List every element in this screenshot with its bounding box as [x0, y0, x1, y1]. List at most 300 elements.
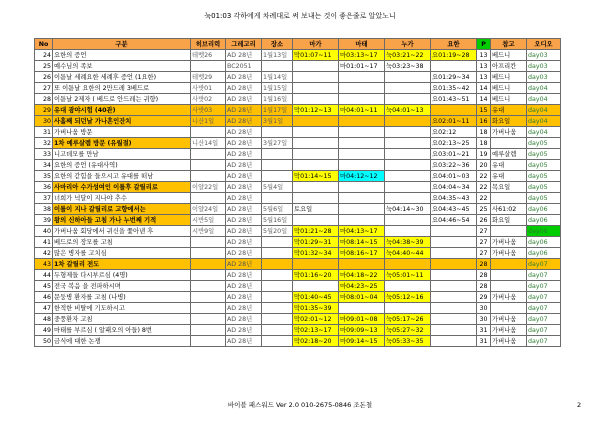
row-reference: 가버나움 — [491, 237, 527, 248]
row-matthew-ref — [339, 215, 385, 226]
row-date — [262, 336, 293, 347]
table-row — [35, 160, 561, 171]
row-john-ref — [431, 314, 477, 325]
row-hebrew-date — [191, 314, 226, 325]
row-matthew-ref — [339, 160, 385, 171]
row-reference: 예루살렘 — [491, 149, 527, 160]
row-date: 1월16일 — [262, 94, 293, 105]
row-audio-day: day07 — [527, 325, 561, 336]
row-p: 28 — [477, 281, 491, 292]
row-audio-day: day06 — [527, 237, 561, 248]
row-john-ref: 요04:43~45 — [431, 204, 477, 215]
row-title: 전국 복음 을 전파하시며 — [53, 281, 191, 292]
schedule-table — [34, 38, 561, 347]
row-matthew-ref: 마03:13~17 — [339, 50, 385, 61]
row-number: 41 — [35, 237, 53, 248]
row-john-ref: 요01:35~42 — [431, 83, 477, 94]
row-matthew-ref: 마04:12~12 — [339, 171, 385, 182]
row-hebrew-date — [191, 160, 226, 171]
row-john-ref — [431, 259, 477, 270]
row-matthew-ref — [339, 127, 385, 138]
row-title: 금식에 대한 논쟁 — [53, 336, 191, 347]
table-row — [35, 50, 561, 61]
table-row — [35, 303, 561, 314]
row-p: 22 — [477, 171, 491, 182]
row-audio-day: day05 — [527, 149, 561, 160]
row-audio-day: day07 — [527, 336, 561, 347]
row-title: 이틀이 지나 갈릴리로 고향에서는 — [53, 204, 191, 215]
row-p: 28 — [477, 259, 491, 270]
row-reference: 유대 — [491, 105, 527, 116]
row-hebrew-date: 사밧03 — [191, 105, 226, 116]
row-luke-ref: 눅03:23~38 — [385, 61, 431, 72]
row-luke-ref: 눅05:12~16 — [385, 292, 431, 303]
row-date — [262, 314, 293, 325]
row-reference — [491, 226, 527, 237]
row-reference: 목요일 — [491, 182, 527, 193]
row-luke-ref — [385, 138, 431, 149]
row-mark-ref — [293, 193, 339, 204]
row-john-ref: 요01:19~28 — [431, 50, 477, 61]
row-reference — [491, 193, 527, 204]
row-reference: 가버나움 — [491, 325, 527, 336]
row-date — [262, 171, 293, 182]
row-audio-day: day05 — [527, 171, 561, 182]
row-audio-day: day07 — [527, 303, 561, 314]
row-reference: 유대 — [491, 160, 527, 171]
row-title: 가버나움 회당에서 귀신을 쫓아낸 후 — [53, 226, 191, 237]
row-john-ref: 요01:29~34 — [431, 72, 477, 83]
row-reference: 베드니 — [491, 83, 527, 94]
row-luke-ref — [385, 72, 431, 83]
row-matthew-ref — [339, 94, 385, 105]
row-john-ref: 요04:04~34 — [431, 182, 477, 193]
col-header-gregorian: 그레고리 — [226, 39, 262, 50]
row-gregorian-year: AD 28년 — [226, 83, 262, 94]
row-audio-day: day07 — [527, 270, 561, 281]
row-mark-ref — [293, 116, 339, 127]
row-audio-day: day07 — [527, 281, 561, 292]
row-mark-ref: 막01:40~45 — [293, 292, 339, 303]
row-date: 5월6일 — [262, 204, 293, 215]
row-number: 48 — [35, 314, 53, 325]
row-hebrew-date: 시반9일 — [191, 226, 226, 237]
row-mark-ref — [293, 281, 339, 292]
row-luke-ref — [385, 127, 431, 138]
row-number: 39 — [35, 215, 53, 226]
row-p: 31 — [477, 336, 491, 347]
row-date — [262, 237, 293, 248]
row-matthew-ref — [339, 72, 385, 83]
row-luke-ref: 눅04:01~13 — [385, 105, 431, 116]
row-date: 3월1일 — [262, 116, 293, 127]
row-reference: 사61:02 — [491, 204, 527, 215]
col-header-mark: 마가 — [293, 39, 339, 50]
col-header-p: P — [477, 39, 491, 50]
row-number: 24 — [35, 50, 53, 61]
row-matthew-ref: 마08:14~15 — [339, 237, 385, 248]
row-john-ref: 요01:43~51 — [431, 94, 477, 105]
table-row — [35, 226, 561, 237]
row-mark-ref: 막01:12~13 — [293, 105, 339, 116]
row-audio-day: day05 — [527, 138, 561, 149]
row-hebrew-date — [191, 171, 226, 182]
row-date: 5월16일 — [262, 215, 293, 226]
row-gregorian-year: AD 28년 — [226, 193, 262, 204]
row-gregorian-year: AD 28년 — [226, 314, 262, 325]
table-row — [35, 138, 561, 149]
row-luke-ref — [385, 83, 431, 94]
row-gregorian-year: AD 28년 — [226, 270, 262, 281]
row-p: 30 — [477, 303, 491, 314]
row-date — [262, 259, 293, 270]
row-number: 38 — [35, 204, 53, 215]
row-number: 31 — [35, 127, 53, 138]
row-luke-ref — [385, 226, 431, 237]
row-audio-day: day04 — [527, 105, 561, 116]
row-p: 14 — [477, 94, 491, 105]
row-audio-day: day03 — [527, 72, 561, 83]
row-gregorian-year: AD 28년 — [226, 138, 262, 149]
footer: 바이블 패스워드 Ver 2.0 010-2675-0846 조돈철 — [227, 401, 373, 409]
row-gregorian-year: AD 28년 — [226, 171, 262, 182]
row-date: 1월14일 — [262, 72, 293, 83]
row-luke-ref — [385, 171, 431, 182]
row-audio-day: day07 — [527, 314, 561, 325]
row-hebrew-date — [191, 61, 226, 72]
row-audio-day: day07 — [527, 259, 561, 270]
row-luke-ref — [385, 303, 431, 314]
table-row — [35, 204, 561, 215]
row-john-ref — [431, 226, 477, 237]
row-title: 문둥병 환자를 고침 (나병) — [53, 292, 191, 303]
row-date — [262, 61, 293, 72]
table-row — [35, 336, 561, 347]
row-p: 22 — [477, 182, 491, 193]
row-gregorian-year: AD 28년 — [226, 160, 262, 171]
row-number: 37 — [35, 193, 53, 204]
row-mark-ref — [293, 160, 339, 171]
row-number: 49 — [35, 325, 53, 336]
row-hebrew-date — [191, 281, 226, 292]
row-number: 33 — [35, 149, 53, 160]
row-number: 45 — [35, 281, 53, 292]
page-number: 2 — [577, 401, 582, 409]
row-hebrew-date — [191, 292, 226, 303]
row-john-ref — [431, 292, 477, 303]
row-title: 너희가 넉달이 지나야 추수 — [53, 193, 191, 204]
row-matthew-ref — [339, 303, 385, 314]
row-number: 35 — [35, 171, 53, 182]
row-hebrew-date — [191, 127, 226, 138]
row-number: 30 — [35, 116, 53, 127]
table-row — [35, 215, 561, 226]
col-header-ref: 참고 — [491, 39, 527, 50]
row-reference — [491, 270, 527, 281]
row-matthew-ref — [339, 193, 385, 204]
row-gregorian-year: BC2051 — [226, 61, 262, 72]
row-p: 27 — [477, 226, 491, 237]
row-p: 26 — [477, 215, 491, 226]
row-luke-ref: 눅04:14~30 — [385, 204, 431, 215]
row-audio-day: day04 — [527, 127, 561, 138]
row-date — [262, 149, 293, 160]
row-title: 요한의 증언 — [53, 50, 191, 61]
row-gregorian-year: AD 28년 — [226, 149, 262, 160]
row-reference: 베드니 — [491, 50, 527, 61]
row-number: 43 — [35, 259, 53, 270]
row-title: 마태를 부르심 ( 알패오의 아들) 8번 — [53, 325, 191, 336]
row-number: 26 — [35, 72, 53, 83]
row-hebrew-date — [191, 325, 226, 336]
table-row — [35, 259, 561, 270]
row-reference — [491, 281, 527, 292]
row-reference: 베드니 — [491, 94, 527, 105]
row-date — [262, 303, 293, 314]
row-number: 46 — [35, 292, 53, 303]
row-gregorian-year: AD 28년 — [226, 50, 262, 61]
row-audio-day: day06 — [527, 226, 561, 237]
row-matthew-ref — [339, 259, 385, 270]
row-title: 이튿날 2제자 ( 베드로 안드레는 귀향) — [53, 94, 191, 105]
row-mark-ref: 막01:14~15 — [293, 171, 339, 182]
row-title: 사마리아 수가성여인 이틀후 갈릴리로 — [53, 182, 191, 193]
row-number: 28 — [35, 94, 53, 105]
row-luke-ref — [385, 281, 431, 292]
row-john-ref — [431, 281, 477, 292]
row-number: 42 — [35, 248, 53, 259]
row-date: 1월17일 — [262, 105, 293, 116]
row-title: 요한의 갇힘을 들으시고 유대를 떠남 — [53, 171, 191, 182]
row-mark-ref: 막02:13~17 — [293, 325, 339, 336]
row-john-ref: 요02:13~25 — [431, 138, 477, 149]
row-matthew-ref: 마09:09~13 — [339, 325, 385, 336]
row-matthew-ref: 마01:01~17 — [339, 61, 385, 72]
row-reference: 가버나움 — [491, 127, 527, 138]
row-date — [262, 248, 293, 259]
row-matthew-ref — [339, 83, 385, 94]
row-john-ref — [431, 105, 477, 116]
row-gregorian-year: AD 28년 — [226, 336, 262, 347]
row-title: 두형제들 다시부르심 (4명) — [53, 270, 191, 281]
page-title: 눅01:03 각하에게 차례대로 써 보내는 것이 좋은줄로 알았노니 — [204, 12, 396, 20]
row-matthew-ref — [339, 138, 385, 149]
row-p: 13 — [477, 50, 491, 61]
row-gregorian-year: AD 28년 — [226, 105, 262, 116]
row-hebrew-date — [191, 237, 226, 248]
row-gregorian-year: AD 28년 — [226, 303, 262, 314]
row-audio-day: day07 — [527, 292, 561, 303]
col-header-hebrew: 히브리력 — [191, 39, 226, 50]
row-title: 많은 병자를 고치심 — [53, 248, 191, 259]
row-reference — [491, 259, 527, 270]
row-p: 31 — [477, 325, 491, 336]
row-date — [262, 127, 293, 138]
row-p: 29 — [477, 292, 491, 303]
row-hebrew-date — [191, 193, 226, 204]
table-row — [35, 94, 561, 105]
row-john-ref — [431, 336, 477, 347]
row-reference: 화요일 — [491, 116, 527, 127]
row-hebrew-date: 니산1일 — [191, 116, 226, 127]
table-row — [35, 127, 561, 138]
row-john-ref — [431, 248, 477, 259]
row-mark-ref: 막01:35~39 — [293, 303, 339, 314]
row-luke-ref — [385, 160, 431, 171]
row-reference: 아프리칸 — [491, 61, 527, 72]
row-p: 19 — [477, 149, 491, 160]
row-title: 중풍환자 고침 — [53, 314, 191, 325]
row-number: 25 — [35, 61, 53, 72]
row-audio-day: day06 — [527, 204, 561, 215]
row-luke-ref: 눅04:40~44 — [385, 248, 431, 259]
row-mark-ref — [293, 61, 339, 72]
row-mark-ref — [293, 94, 339, 105]
row-john-ref: 요04:35~43 — [431, 193, 477, 204]
row-number: 34 — [35, 160, 53, 171]
row-number: 29 — [35, 105, 53, 116]
row-hebrew-date: 시반5일 — [191, 215, 226, 226]
row-gregorian-year: AD 28년 — [226, 281, 262, 292]
row-matthew-ref: 마04:13~17 — [339, 226, 385, 237]
row-matthew-ref: 마08:01~04 — [339, 292, 385, 303]
row-date: 3월27일 — [262, 138, 293, 149]
row-luke-ref — [385, 94, 431, 105]
row-audio-day: day05 — [527, 182, 561, 193]
row-hebrew-date — [191, 248, 226, 259]
row-title: 요한의 증언 (유대사역) — [53, 160, 191, 171]
row-reference: 화요일 — [491, 215, 527, 226]
row-mark-ref: 막01:16~20 — [293, 270, 339, 281]
row-title: 유대 광야시험 (40관) — [53, 105, 191, 116]
row-gregorian-year: AD 28년 — [226, 226, 262, 237]
row-reference: 가버나움 — [491, 292, 527, 303]
row-gregorian-year: AD 28년 — [226, 204, 262, 215]
row-luke-ref — [385, 259, 431, 270]
row-matthew-ref — [339, 116, 385, 127]
row-p: 27 — [477, 248, 491, 259]
row-p: 20 — [477, 160, 491, 171]
row-luke-ref — [385, 149, 431, 160]
row-p: 22 — [477, 193, 491, 204]
row-number: 36 — [35, 182, 53, 193]
table-row — [35, 193, 561, 204]
table-row — [35, 182, 561, 193]
row-luke-ref: 눅05:27~32 — [385, 325, 431, 336]
row-hebrew-date — [191, 259, 226, 270]
header-row — [35, 39, 561, 50]
row-p: 18 — [477, 138, 491, 149]
row-mark-ref — [293, 259, 339, 270]
col-header-place: 장소 — [262, 39, 293, 50]
row-title: 한적한 비탈에 기도하시고 — [53, 303, 191, 314]
row-hebrew-date: 테벳26 — [191, 50, 226, 61]
row-p: 13 — [477, 72, 491, 83]
col-header-matthew: 마태 — [339, 39, 385, 50]
row-mark-ref — [293, 72, 339, 83]
row-gregorian-year: AD 28년 — [226, 292, 262, 303]
row-number: 47 — [35, 303, 53, 314]
row-matthew-ref: 마08:16~17 — [339, 248, 385, 259]
row-luke-ref: 눅05:33~35 — [385, 336, 431, 347]
table-row — [35, 61, 561, 72]
row-mark-ref: 막02:01~12 — [293, 314, 339, 325]
row-p: 16 — [477, 116, 491, 127]
row-audio-day: day04 — [527, 94, 561, 105]
row-matthew-ref: 마09:01~08 — [339, 314, 385, 325]
table-row — [35, 83, 561, 94]
row-john-ref: 요04:01~03 — [431, 171, 477, 182]
row-matthew-ref: 마04:18~22 — [339, 270, 385, 281]
row-john-ref — [431, 270, 477, 281]
row-number: 32 — [35, 138, 53, 149]
table-row — [35, 314, 561, 325]
row-number: 44 — [35, 270, 53, 281]
row-title: 가버나움 방문 — [53, 127, 191, 138]
row-number: 40 — [35, 226, 53, 237]
row-title: 니고데모를 만남 — [53, 149, 191, 160]
row-luke-ref — [385, 215, 431, 226]
row-gregorian-year: AD 28년 — [226, 72, 262, 83]
row-date — [262, 160, 293, 171]
row-john-ref — [431, 325, 477, 336]
row-title: 사흘째 되던날 가나혼인잔치 — [53, 116, 191, 127]
row-mark-ref — [293, 83, 339, 94]
row-hebrew-date: 테벳29 — [191, 72, 226, 83]
row-date: 5월20일 — [262, 226, 293, 237]
row-title: 왕의 신하아들 고침 가나 누번째 기적 — [53, 215, 191, 226]
row-date — [262, 281, 293, 292]
row-luke-ref — [385, 182, 431, 193]
table-row — [35, 237, 561, 248]
table-row — [35, 248, 561, 259]
table-row — [35, 325, 561, 336]
row-gregorian-year: AD 28년 — [226, 116, 262, 127]
col-header-luke: 누가 — [385, 39, 431, 50]
row-reference: 가버나움 — [491, 336, 527, 347]
row-matthew-ref: 마04:23~25 — [339, 281, 385, 292]
col-header-title: 구분 — [53, 39, 191, 50]
row-hebrew-date: 사밧01 — [191, 83, 226, 94]
row-gregorian-year: AD 28년 — [226, 182, 262, 193]
row-number: 50 — [35, 336, 53, 347]
row-p: 25 — [477, 204, 491, 215]
table-row — [35, 149, 561, 160]
row-mark-ref — [293, 215, 339, 226]
row-mark-ref: 토요일 — [293, 204, 339, 215]
row-p: 13 — [477, 61, 491, 72]
row-john-ref — [431, 303, 477, 314]
row-audio-day: day04 — [527, 83, 561, 94]
row-date — [262, 325, 293, 336]
row-number: 27 — [35, 83, 53, 94]
row-hebrew-date — [191, 149, 226, 160]
row-matthew-ref — [339, 182, 385, 193]
row-reference: 가버나움 — [491, 248, 527, 259]
row-john-ref: 요03:01~21 — [431, 149, 477, 160]
row-gregorian-year: AD 28년 — [226, 94, 262, 105]
row-p: 14 — [477, 83, 491, 94]
row-title: 1차 갈릴리 전도 — [53, 259, 191, 270]
row-mark-ref: 막01:07~11 — [293, 50, 339, 61]
row-mark-ref: 막01:21~28 — [293, 226, 339, 237]
table-row — [35, 171, 561, 182]
row-luke-ref — [385, 193, 431, 204]
row-reference — [491, 138, 527, 149]
row-john-ref: 요04:46~54 — [431, 215, 477, 226]
row-luke-ref: 눅05:17~26 — [385, 314, 431, 325]
row-hebrew-date: 이얄24일 — [191, 204, 226, 215]
